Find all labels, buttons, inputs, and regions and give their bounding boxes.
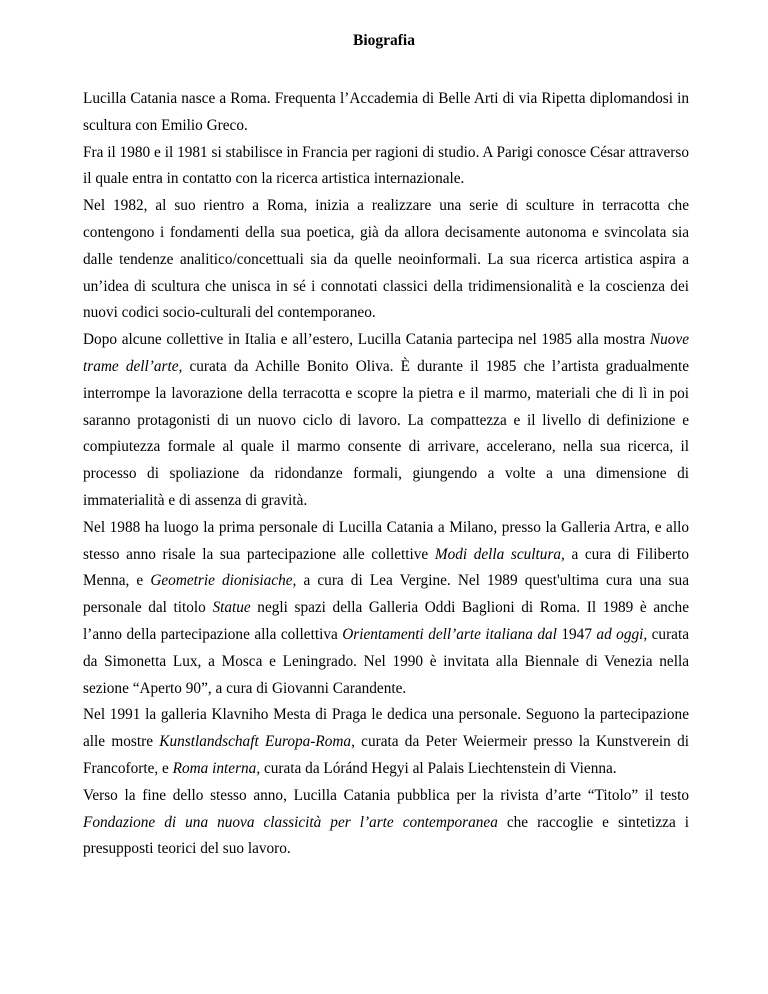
exhibition-title: Orientamenti dell’arte italiana dal bbox=[342, 625, 557, 643]
exhibition-title: Kunstlandschaft Europa-Roma, bbox=[159, 733, 355, 751]
paragraph-3: Nel 1982, al suo rientro a Roma, inizia a realizzare una serie di sculture in terracotta che contengono i fondamenti della sua poetica, già da allora decisamente autonoma e svincolata sia dalle tendenze analitico/concettuali sia da quelle neoinformali. La sua ricerca artistica aspira a un’idea di scultura che unisca in sé i connotati classici della tridimensionalità e la coscienza dei nuovi codici socio-culturali del contemporaneo. bbox=[83, 197, 689, 322]
text-run: Verso la fine dello stesso anno, Lucilla Catania pubblica per la rivista d’arte “Titolo” il testo bbox=[83, 786, 689, 804]
page-title: Biografia bbox=[353, 32, 415, 49]
text-run: 1947 bbox=[556, 625, 597, 643]
exhibition-title: Geometrie dionisiache, bbox=[150, 572, 297, 590]
exhibition-title: Statue bbox=[212, 599, 251, 617]
text-run: Nel 1988 ha luogo la prima personale di Lucilla Catania a Milano, presso la Galleria Artra, e allo stesso anno risale la sua partecipazione alle collettive bbox=[83, 518, 689, 563]
text-run: Dopo alcune collettive in Italia e all’estero, Lucilla Catania partecipa nel 1985 alla mostra bbox=[83, 331, 650, 349]
text-run: negli spazi della Galleria Oddi Baglioni di Roma. Il 1989 è anche l’anno della partecipazione alla collettiva bbox=[83, 599, 689, 643]
text-run: Nel 1991 la galleria Klavniho Mesta di Praga le dedica una personale. Seguono la partecipazione alle mostre bbox=[83, 706, 689, 751]
publication-title: Fondazione di una nuova classicità per l’arte contemporanea bbox=[83, 813, 498, 831]
exhibition-title: ad oggi, bbox=[596, 625, 648, 643]
text-run: che raccoglie e sintetizza i presupposti teorici del suo lavoro. bbox=[83, 813, 689, 858]
exhibition-title: Roma interna, bbox=[172, 759, 261, 777]
paragraph-7 bbox=[83, 783, 689, 863]
exhibition-title: Nuove trame dell’arte, bbox=[83, 331, 689, 375]
exhibition-title: Modi della scultura, bbox=[434, 545, 565, 563]
text-run: curata da Lóránd Hegyi al Palais Liechtenstein di Vienna. bbox=[260, 759, 617, 777]
text-run: curata da Achille Bonito Oliva. È durante il 1985 che l’artista gradualmente interrompe la lavorazione della terracotta e scopre la pietra e il marmo, materiali che di lì in poi saranno protagonisti di un nuovo ciclo di lavoro. La compattezza e il livello di definizione e compiutezza formale al quale il marmo consente di arrivare, accelerano, nella sua ricerca, il processo di spoliazione da ridondanze formali, giungendo a volte a una dimensione di immaterialità e di assenza di gravità. bbox=[83, 357, 690, 509]
paragraph-2: Fra il 1980 e il 1981 si stabilisce in Francia per ragioni di studio. A Parigi conosce César attraverso il quale entra in contatto con la ricerca artistica internazionale. bbox=[83, 143, 689, 188]
paragraph-5 bbox=[83, 515, 689, 703]
paragraph-4 bbox=[83, 327, 689, 515]
paragraph-1: Lucilla Catania nasce a Roma. Frequenta l’Accademia di Belle Arti di via Ripetta diplomandosi in scultura con Emilio Greco. bbox=[83, 90, 689, 134]
text-run: a cura di Lea Vergine. Nel 1989 quest'ultima cura una sua personale dal titolo bbox=[83, 572, 689, 617]
document-body bbox=[83, 86, 689, 863]
paragraph-6 bbox=[83, 702, 689, 782]
text-run: curata da Simonetta Lux, a Mosca e Leningrado. Nel 1990 è invitata alla Biennale di Venezia nella sezione “Aperto 90”, a cura di Giovanni Carandente. bbox=[83, 625, 689, 697]
text-run: a cura di Filiberto Menna, e bbox=[83, 545, 689, 590]
text-run: curata da Peter Weiermeir presso la Kunstverein di Francoforte, e bbox=[83, 733, 689, 777]
